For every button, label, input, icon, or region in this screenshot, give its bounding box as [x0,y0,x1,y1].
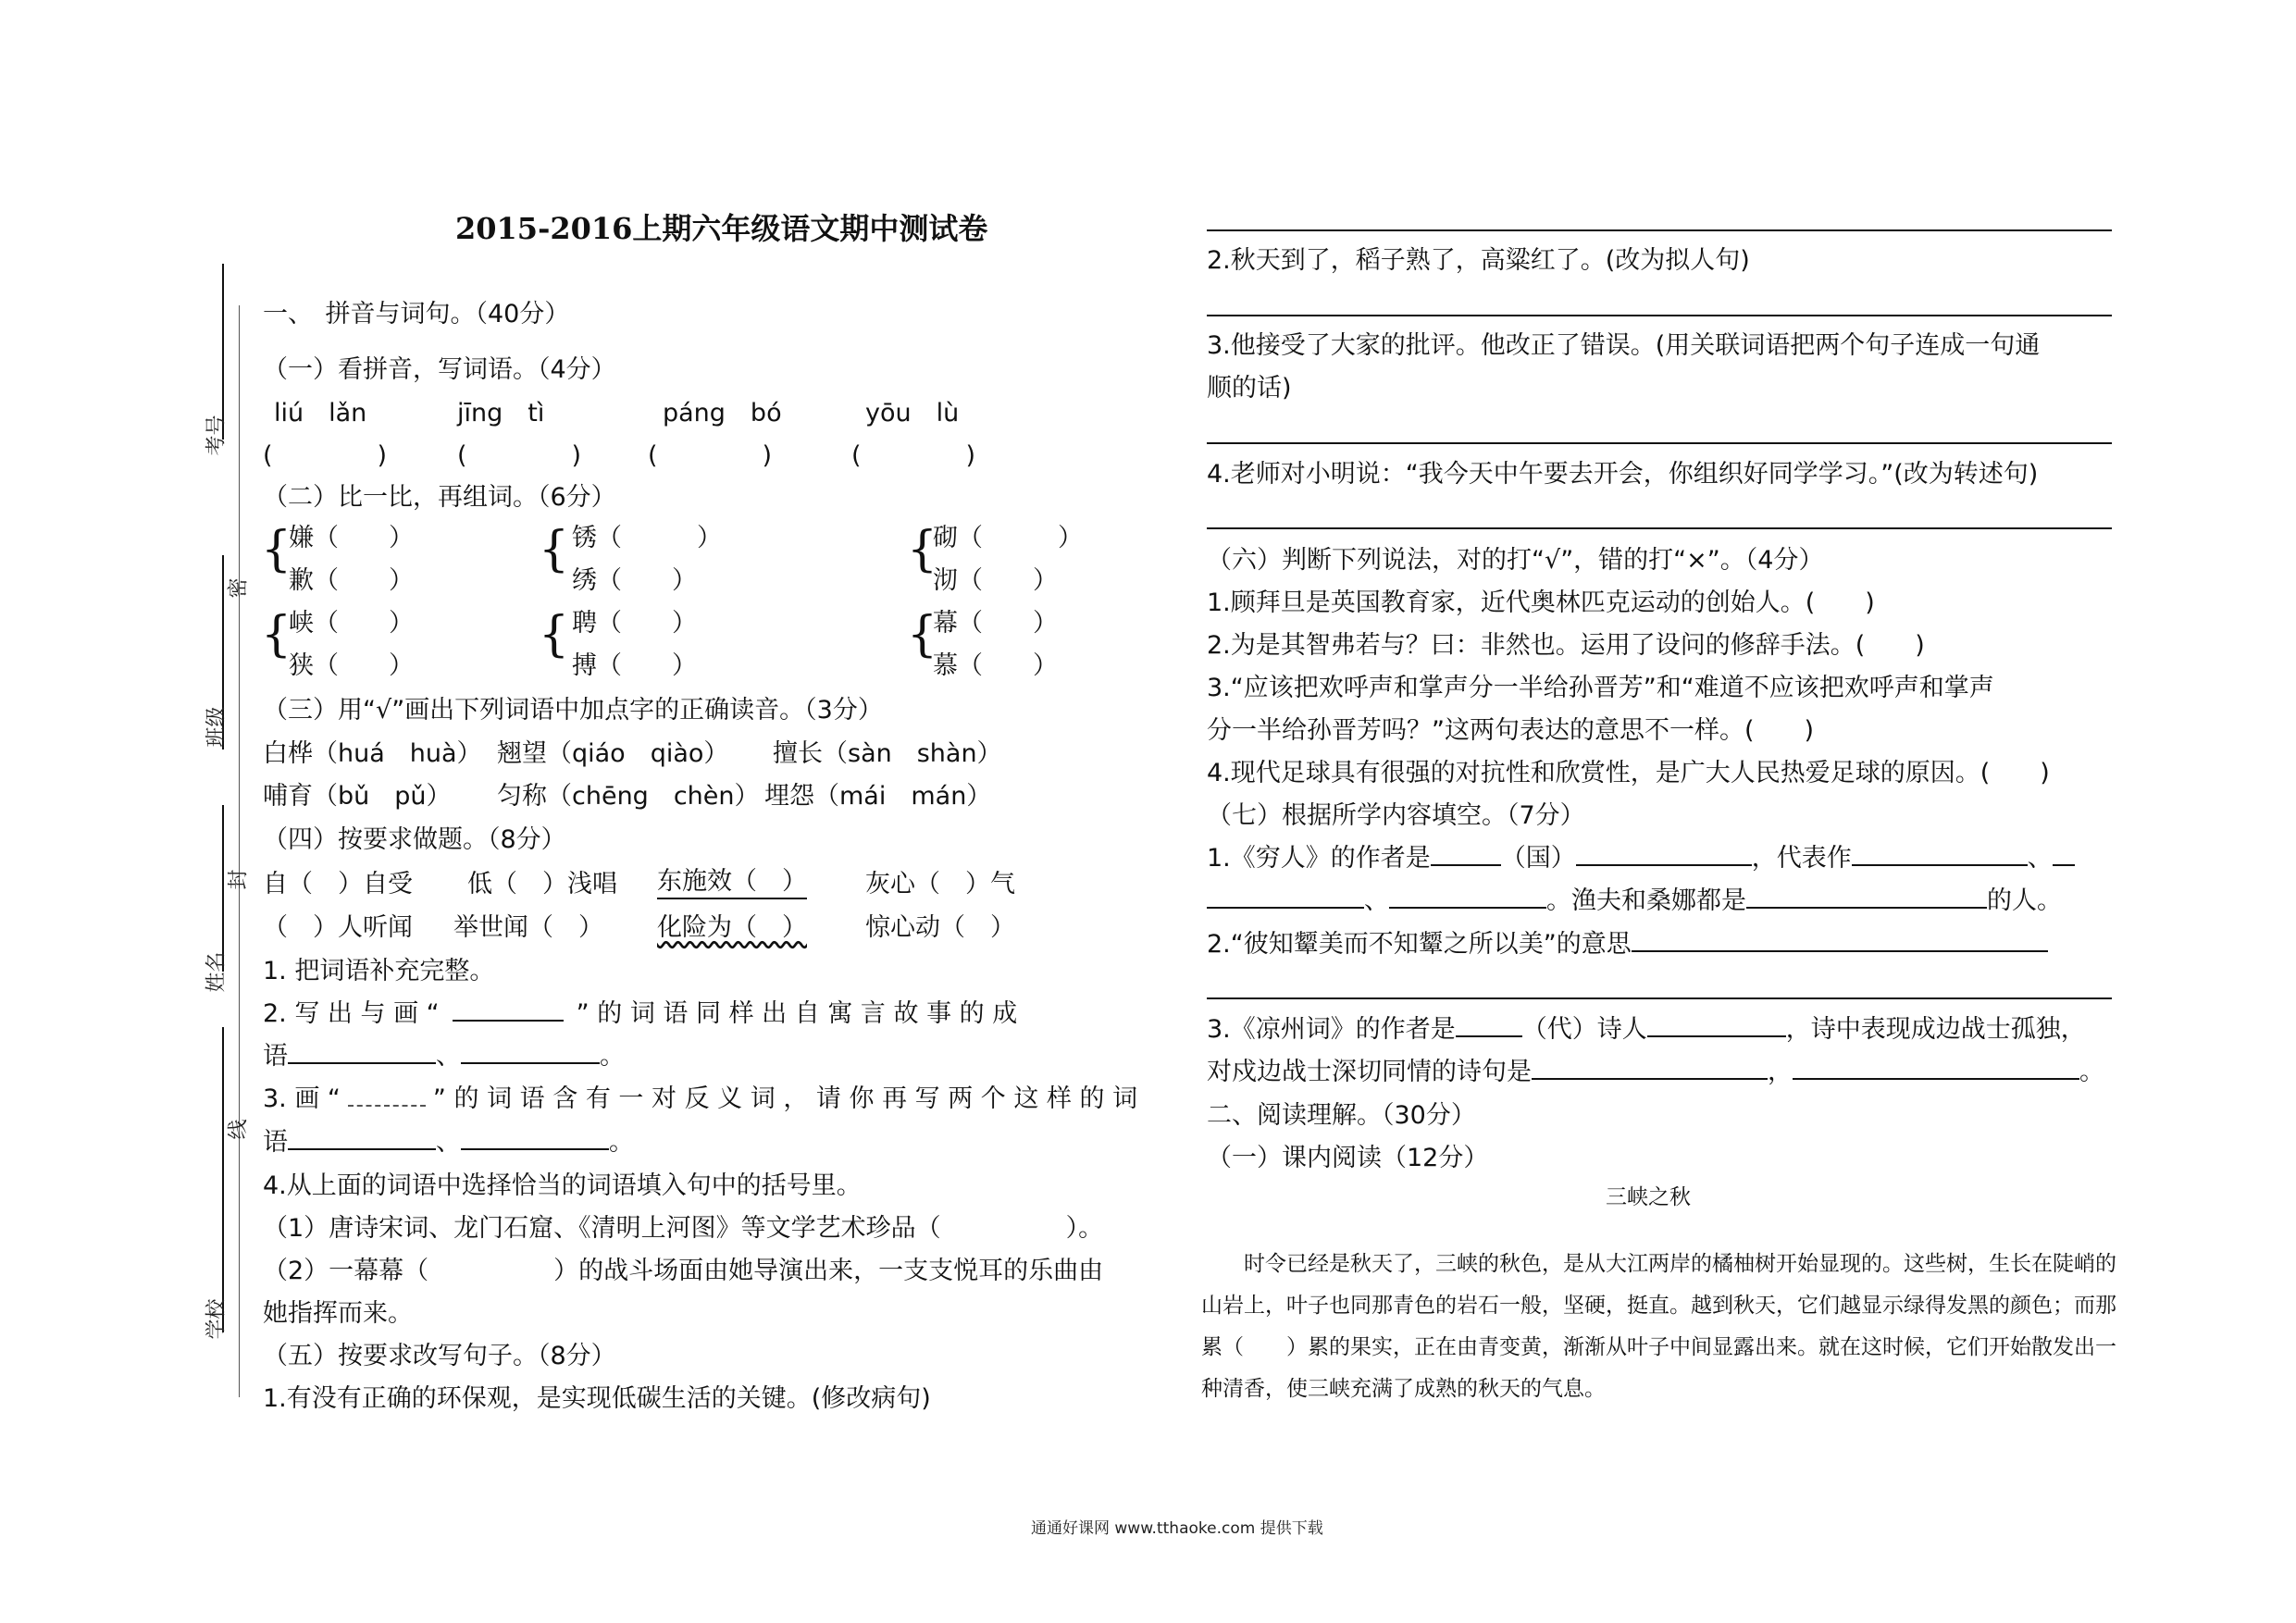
brace: { [261,607,292,663]
section-2-1-heading: （一）课内阅读（12分） [1207,1144,1489,1172]
rewrite-2: 2.秋天到了，稻子熟了，高粱红了。(改为拟人句) [1207,246,1750,275]
question-2-cont: 语 、 。 [263,1038,625,1075]
compare-char: 锈（ ） [572,524,722,552]
compare-char: 慕（ ） [933,651,1058,680]
compare-char: 搏（ ） [572,651,697,680]
rewrite-1: 1.有没有正确的环保观，是实现低碳生活的关键。(修改病句) [263,1384,931,1413]
answer-bracket[interactable]: ( ) [851,441,984,470]
answer-line[interactable] [1207,315,2112,316]
section-1-3-heading: （三）用“√”画出下列词语中加点字的正确读音。（3分） [263,696,883,725]
answer-blank[interactable] [1431,840,1501,866]
question-2: 2. 写 出 与 画 “ ” 的 词 语 同 样 出 自 寓 言 故 事 的 成 [263,996,1017,1033]
idiom-item: 灰心（ ）气 [865,870,1015,898]
margin-line-1 [222,264,224,440]
compare-char: 砌（ ） [933,524,1083,552]
answer-blank[interactable] [1852,840,2028,866]
section-2-heading: 二、阅读理解。（30分） [1207,1101,1476,1130]
rewrite-3-cont: 顺的话) [1207,374,1292,403]
answer-blank[interactable] [348,1081,426,1107]
judge-1: 1.顾拜旦是英国教育家，近代奥林匹克运动的创始人。( ) [1207,588,1875,617]
section-1-4-heading: （四）按要求做题。（8分） [263,825,566,854]
reading-item: 白桦（huá huà） [263,739,482,768]
reading-item: 翘望（qiáo qiào） [497,739,729,768]
answer-blank[interactable] [1389,883,1546,909]
judge-4: 4.现代足球具有很强的对抗性和欣赏性，是广大人民热爱足球的原因。( ) [1207,759,2050,787]
fill-2: 2.“彼知颦美而不知颦之所以美”的意思 [1207,926,2048,963]
answer-bracket[interactable]: ( ) [263,441,395,470]
reading-item: 匀称（chēng chèn） [497,782,760,811]
fill-3: 3.《凉州词》的作者是 （代）诗人 ，诗中表现成边战士孤独， [1207,1011,2086,1048]
answer-blank[interactable] [1746,883,1987,909]
idiom-item: 自（ ）自受 [263,870,413,898]
page-title: 2015-2016上期六年级语文期中测试卷 [455,211,988,246]
section-1-6-heading: （六）判断下列说法，对的打“√”，错的打“×”。（4分） [1207,546,1824,575]
answer-blank[interactable] [1647,1011,1786,1037]
section-1-2-heading: （二）比一比，再组词。（6分） [263,483,616,512]
idiom-item: （ ）人听闻 [263,913,413,942]
margin-line-4 [222,1027,224,1332]
compare-char: 幕（ ） [933,609,1058,638]
answer-blank[interactable] [288,1038,436,1064]
reading-item: 擅长（sàn shàn） [773,739,1002,768]
question-4-2: （2）一幕幕（ ）的战斗场面由她导演出来，一支支悦耳的乐曲由 [263,1257,1104,1285]
answer-blank[interactable] [1207,883,1364,909]
compare-char: 沏（ ） [933,566,1058,595]
brace: { [539,607,570,663]
answer-blank[interactable] [1793,1054,2079,1080]
idiom-item-underlined: 东施效（ ） [657,866,807,899]
label-name: 姓名 [205,951,229,993]
answer-blank[interactable] [1456,1011,1522,1037]
fill-1-cont: 、 。渔夫和桑娜都是 的人。 [1207,883,2062,920]
rewrite-4: 4.老师对小明说：“我今天中午要去开会，你组织好同学学习。”(改为转述句) [1207,460,2039,489]
answer-line[interactable] [1207,997,2112,999]
answer-blank[interactable] [461,1038,600,1064]
idiom-item-wavy: 化险为（ ） [657,913,807,942]
compare-char: 峡（ ） [289,609,414,638]
answer-blank[interactable] [1576,840,1752,866]
judge-2: 2.为是其智弗若与？曰：非然也。运用了设问的修辞手法。( ) [1207,631,1925,660]
answer-blank[interactable] [453,996,564,1022]
question-1: 1. 把词语补充完整。 [263,957,495,985]
brace: { [907,607,938,663]
label-class: 班级 [205,706,229,748]
question-3: 3. 画 “ ” 的 词 语 含 有 一 对 反 义 词 ， 请 你 再 写 两 个 这 样 的 词 [263,1081,1137,1118]
pinyin-item: jīng tì [457,399,545,427]
section-1-1-heading: （一）看拼音，写词语。（4分） [263,355,616,384]
answer-blank[interactable] [461,1124,609,1150]
rewrite-3: 3.他接受了大家的批评。他改正了错误。(用关联词语把两个句子连成一句通 [1207,331,2041,360]
passage-title: 三峡之秋 [1606,1185,1691,1209]
footer-credit: 通通好课网 www.tthaoke.com 提供下载 [1031,1519,1323,1538]
compare-char: 聘（ ） [572,609,697,638]
answer-line[interactable] [1207,442,2112,444]
idiom-item: 举世闻（ ） [453,913,603,942]
pinyin-item: yōu lù [865,399,960,427]
answer-blank[interactable] [2053,840,2075,866]
compare-char: 歉（ ） [289,566,414,595]
question-3-cont: 语 、 。 [263,1124,634,1161]
label-seal-feng: 封 [227,869,251,890]
label-exam-number: 考号 [205,415,229,456]
section-1-heading: 一、 拼音与词句。（40分） [263,300,570,328]
idiom-item: 低（ ）浅唱 [467,870,617,898]
section-1-5-heading: （五）按要求改写句子。（8分） [263,1342,616,1370]
question-4: 4.从上面的词语中选择恰当的词语填入句中的括号里。 [263,1171,862,1200]
brace: { [907,522,938,577]
label-school: 学校 [205,1298,229,1340]
answer-bracket[interactable]: ( ) [457,441,590,470]
answer-blank[interactable] [288,1124,436,1150]
margin-line-dashed [239,305,240,1397]
label-seal-xian: 线 [227,1119,251,1140]
reading-item: 埋怨（mái mán） [764,782,992,811]
section-1-7-heading: （七）根据所学内容填空。（7分） [1207,801,1585,830]
fill-3-cont: 对戍边战士深切同情的诗句是 ， 。 [1207,1054,2104,1091]
question-4-2-cont: 她指挥而来。 [263,1299,413,1328]
judge-3-cont: 分一半给孙晋芳吗？”这两句表达的意思不一样。( ) [1207,716,1815,745]
reading-item: 哺育（bǔ pǔ） [263,782,452,811]
question-4-1: （1）唐诗宋词、龙门石窟、《清明上河图》等文学艺术珍品（ ）。 [263,1214,1104,1243]
answer-blank[interactable] [1632,926,2048,952]
answer-line[interactable] [1207,229,2112,231]
idiom-item: 惊心动（ ） [865,913,1015,942]
answer-blank[interactable] [1532,1054,1768,1080]
compare-char: 绣（ ） [572,566,697,595]
answer-bracket[interactable]: ( ) [648,441,780,470]
passage-text: 时令已经是秋天了，三峡的秋色，是从大江两岸的橘柚树开始显现的。这些树，生长在陡峭的山岩上，叶子也同那青色的岩石一般，坚硬，挺直。越到秋天，它们越显示绿得发黑的颜色；而那累（ ）累的果实，正在由青变黄，渐渐从叶子中间显露出来。就在这时候，它们开始散发出一种清香，使三峡充满了成熟的秋天的气息。 [1201,1252,2116,1401]
brace: { [539,522,570,577]
brace: { [261,522,292,577]
answer-line[interactable] [1207,527,2112,529]
pinyin-item: páng bó [663,399,782,427]
judge-3: 3.“应该把欢呼声和掌声分一半给孙晋芳”和“难道不应该把欢呼声和掌声 [1207,674,1994,702]
compare-char: 狭（ ） [289,651,414,680]
compare-char: 嫌（ ） [289,524,414,552]
pinyin-item: liú lǎn [274,399,367,427]
label-seal-mi: 密 [227,577,251,599]
fill-1: 1.《穷人》的作者是 （国） ，代表作 、 [1207,840,2075,877]
